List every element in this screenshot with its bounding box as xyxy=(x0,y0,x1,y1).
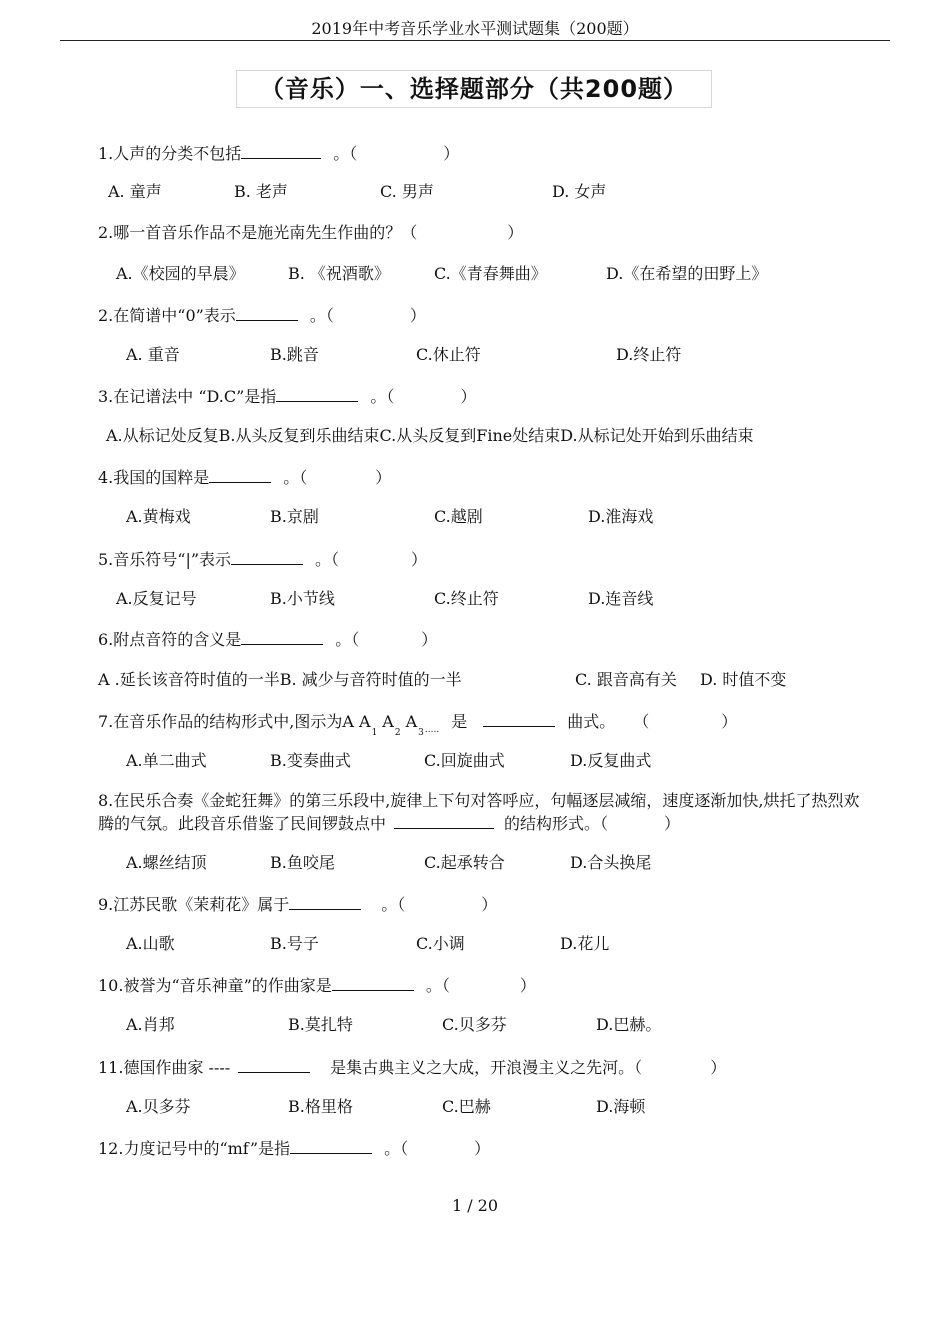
option: C.回旋曲式 xyxy=(424,751,505,770)
option: A.贝多芬 xyxy=(126,1097,191,1116)
question-stem: 8.在民乐合奏《金蛇狂舞》的第三乐段中,旋律上下句对答呼应，句幅逐层减缩，速度逐渐加快,烘托了热烈欢腾的气氛。此段音乐借鉴了民间锣鼓点中 xyxy=(98,791,860,833)
close-paren: ） xyxy=(411,550,428,569)
option: B. 《祝酒歌》 xyxy=(288,264,390,283)
question-stem-end: 。（ xyxy=(309,306,334,325)
option: C.休止符 xyxy=(416,345,481,364)
option: D.终止符 xyxy=(616,345,682,364)
page-header: 2019年中考音乐学业水平测试题集（200题） xyxy=(60,18,890,41)
close-paren: ） xyxy=(519,976,536,995)
question-stem: 11.德国作曲家 ---- xyxy=(98,1058,231,1077)
close-paren: ） xyxy=(409,306,426,325)
option: C.起承转合 xyxy=(424,853,505,872)
option: D.花儿 xyxy=(560,934,610,953)
option: A. 重音 xyxy=(126,345,180,364)
option: D.合头换尾 xyxy=(570,853,652,872)
option: B.莫扎特 xyxy=(288,1015,353,1034)
option: D.《在希望的田野上》 xyxy=(606,264,768,283)
question-stem: 5.音乐符号“|”表示 xyxy=(98,550,232,569)
question-stem-end: 的结构形式。（ xyxy=(504,814,609,833)
answer-blank xyxy=(290,1137,372,1154)
section-title: （音乐）一、选择题部分（共200题） xyxy=(236,70,712,108)
question-5 xyxy=(98,548,427,570)
answer-blank xyxy=(276,385,358,402)
question-stem: 10.被誉为“音乐神童”的作曲家是 xyxy=(98,976,332,995)
answer-blank xyxy=(289,893,361,910)
answer-blank xyxy=(332,974,414,991)
option: D.反复曲式 xyxy=(570,751,652,770)
question-stem-end: 。（ xyxy=(333,144,358,163)
question-7: 7.在音乐作品的结构形式中,图示为A $A_1A_2A_{3.....}$ 是 曲式。 （ ） xyxy=(98,712,738,738)
option: A.螺丝结顶 xyxy=(126,853,207,872)
option: B.京剧 xyxy=(270,507,319,526)
option: D.海顿 xyxy=(596,1097,646,1116)
question-stem: 3.在记谱法中 “D.C”是指 xyxy=(98,387,277,406)
option: C. 男声 xyxy=(380,182,434,201)
question-stem-end: 。（ xyxy=(425,976,450,995)
question-stem: 12.力度记号中的“mf”是指 xyxy=(98,1139,291,1158)
option: B. 老声 xyxy=(234,182,288,201)
option: B.格里格 xyxy=(288,1097,353,1116)
question-stem-end: 。（ xyxy=(283,468,308,487)
close-paren: ） xyxy=(664,814,681,833)
option: C.《青春舞曲》 xyxy=(434,264,547,283)
question-stem-end: 曲式。 xyxy=(567,712,616,731)
question-4 xyxy=(98,466,391,488)
answer-blank xyxy=(241,142,321,159)
question-stem-end: 。（ xyxy=(315,550,340,569)
option: C.小调 xyxy=(416,934,465,953)
option: A. 童声 xyxy=(108,182,162,201)
option: A.反复记号 xyxy=(116,589,197,608)
answer-blank xyxy=(394,812,494,829)
close-paren: ） xyxy=(443,144,460,163)
option: A.山歌 xyxy=(126,934,175,953)
question-stem-end: 。（ xyxy=(335,630,360,649)
answer-blank xyxy=(483,710,555,727)
question-1 xyxy=(98,142,459,164)
close-paren: ） xyxy=(474,1139,491,1158)
close-paren: ） xyxy=(721,712,738,731)
question-stem: 4.我国的国粹是 xyxy=(98,468,210,487)
answer-blank xyxy=(236,304,298,321)
question-2a xyxy=(98,223,523,243)
question-8 xyxy=(98,790,868,835)
question-9 xyxy=(98,893,497,915)
question-stem: 2.在简谱中“0”表示 xyxy=(98,306,236,325)
option: C.巴赫 xyxy=(442,1097,491,1116)
option: A .延长该音符时值的一半B. 减少与音符时值的一半 xyxy=(98,670,462,689)
question-stem: 9.江苏民歌《茉莉花》属于 xyxy=(98,895,290,914)
question-stem: 2.哪一首音乐作品不是施光南先生作曲的？（ xyxy=(98,223,418,242)
option: D. 时值不变 xyxy=(700,670,787,689)
option: A.肖邦 xyxy=(126,1015,175,1034)
question-stem: 7.在音乐作品的结构形式中,图示为A A xyxy=(98,712,371,731)
answer-blank xyxy=(209,466,271,483)
question-10 xyxy=(98,974,536,996)
question-stem-end: 。（ xyxy=(384,1139,409,1158)
question-stem: 1.人声的分类不包括 xyxy=(98,144,242,163)
option: C.贝多芬 xyxy=(442,1015,507,1034)
option: D.淮海戏 xyxy=(588,507,654,526)
option: C.越剧 xyxy=(434,507,483,526)
answer-blank xyxy=(238,1056,310,1073)
question-6 xyxy=(98,628,437,650)
question-2b xyxy=(98,304,426,326)
page-number: 1 / 20 xyxy=(451,1196,499,1215)
question-11 xyxy=(98,1056,726,1078)
close-paren: ） xyxy=(481,895,498,914)
option: C.终止符 xyxy=(434,589,499,608)
close-paren: ） xyxy=(460,387,477,406)
close-paren: ） xyxy=(507,223,524,242)
option: B.小节线 xyxy=(270,589,335,608)
question-3 xyxy=(98,385,476,407)
option: D.连音线 xyxy=(588,589,654,608)
close-paren: ） xyxy=(375,468,392,487)
option: A.从标记处反复B.从头反复到乐曲结束C.从头反复到Fine处结束D.从标记处开始到乐曲结束 xyxy=(106,426,754,445)
question-stem: 6.附点音符的含义是 xyxy=(98,630,242,649)
close-paren: ） xyxy=(421,630,438,649)
option: D. 女声 xyxy=(552,182,607,201)
question-stem-end: 。（ xyxy=(381,895,406,914)
option: A.单二曲式 xyxy=(126,751,207,770)
option: C. 跟音高有关 xyxy=(575,670,677,689)
answer-blank xyxy=(231,548,303,565)
option: B.跳音 xyxy=(270,345,319,364)
option: A.《校园的早晨》 xyxy=(116,264,245,283)
question-stem-end: 。（ xyxy=(370,387,395,406)
question-12 xyxy=(98,1137,490,1159)
option: D.巴赫。 xyxy=(596,1015,662,1034)
option: B.变奏曲式 xyxy=(270,751,351,770)
option: B.号子 xyxy=(270,934,319,953)
option: A.黄梅戏 xyxy=(126,507,191,526)
question-stem-end: 是集古典主义之大成，开浪漫主义之先河。（ xyxy=(330,1058,643,1077)
answer-blank xyxy=(241,628,323,645)
option: B.鱼咬尾 xyxy=(270,853,335,872)
close-paren: ） xyxy=(710,1058,727,1077)
